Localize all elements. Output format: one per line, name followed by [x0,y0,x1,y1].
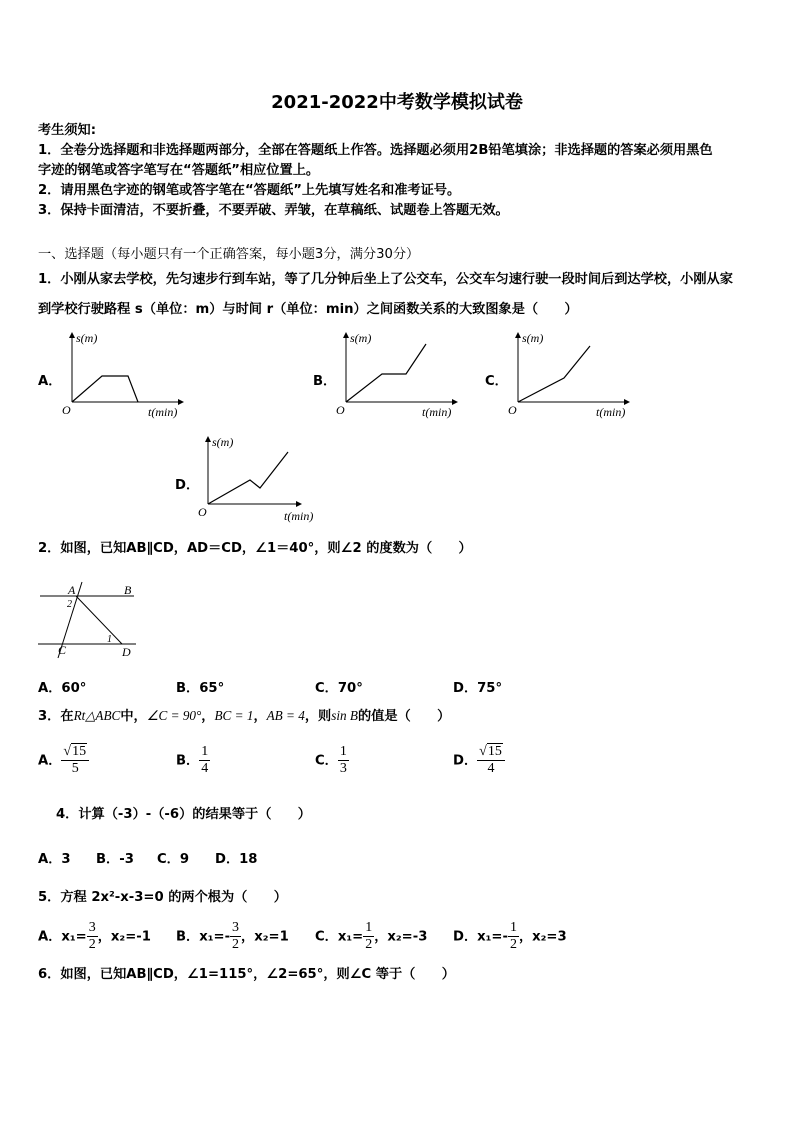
q5-option-a [38,920,151,953]
q5-option-b-post: ，x₂=1 [241,929,289,945]
q4-option-c: C．9 [157,852,190,867]
sqrt-icon: √ [63,744,72,759]
q5-stem: 5．方程 2x²-x-3=0 的两个根为（ ） [38,890,287,905]
q1-graph-d [196,434,326,526]
notice-item-3: 3．保持卡面清洁，不要折叠，不要弄破、弄皱，在草稿纸、试题卷上答题无效。 [38,203,509,218]
q1-b-axis-y: s(m) [350,331,372,345]
q3-option-a-den: 5 [61,760,89,777]
q1-c-origin: O [508,403,517,417]
q3-option-c [315,744,349,777]
q2-option-b: B．65° [176,681,225,696]
q5-option-a-den: 2 [88,937,96,952]
q5-option-c-num: 1 [365,920,373,935]
q5-option-a-pre: A．x₁= [38,929,87,945]
q1-d-axis-x: t(min) [284,509,314,523]
notice-item-2: 2．请用黑色字迹的钢笔或答字笔在“答题纸”上先填写姓名和准考证号。 [38,183,461,198]
q5-option-c-den: 2 [365,937,373,952]
q2-label-c: C [58,643,67,657]
q3-stem-bc: BC = 1 [214,708,254,723]
q4-option-b: B．-3 [96,852,134,867]
q5-option-b-pre: B．x₁=- [176,929,231,945]
notice-item-1: 1．全卷分选择题和非选择题两部分，全部在答题纸上作答。选择题必须用2B铅笔填涂；非选择题的答案必须用黑色 [38,143,713,158]
q5-option-d-post: ，x₂=3 [518,929,567,945]
q3-option-b-label: B． [176,753,200,769]
q5-option-d-pre: D．x₁=- [453,929,508,945]
q5-option-a-post: ，x₂=-1 [97,929,151,945]
q3-option-b-num: 1 [201,744,209,759]
q1-d-axis-y: s(m) [212,435,234,449]
q1-b-axis-x: t(min) [422,405,452,419]
q5-option-d-fraction [508,920,519,953]
q3-stem-ab: AB = 4 [266,708,305,723]
q6-stem: 6．如图，已知AB∥CD，∠1=115°，∠2=65°，则∠C 等于（ ） [38,967,455,982]
q4-option-a: A．3 [38,852,71,867]
q3-stem-sep1: ， [201,709,215,724]
q5-option-c-pre: C．x₁= [315,929,364,945]
q5-option-b-num: 3 [232,920,240,935]
q3-option-d-den: 4 [477,760,505,777]
q1-graph-c [506,330,636,422]
q1-graph-a [60,330,190,422]
q1-a-axis-x: t(min) [148,405,178,419]
q2-label-a: A [68,583,76,597]
q3-option-a-fraction [61,744,89,777]
q3-option-c-fraction [338,744,349,777]
notice-item-1-cont: 字迹的钢笔或答字笔写在“答题纸”相应位置上。 [38,163,320,178]
q4-option-d: D．18 [215,852,258,867]
q1-stem-line1: 1．小刚从家去学校，先匀速步行到车站，等了几分钟后坐上了公交车，公交车匀速行驶一段时间后到达学校，小刚从家 [38,272,733,287]
sqrt-icon: √ [479,744,487,759]
q1-c-axis-y: s(m) [522,331,544,345]
q1-d-origin: O [198,505,207,519]
notice-heading: 考生须知: [38,123,97,138]
q2-label-angle2: 2 [67,599,72,610]
q5-option-d [453,920,567,953]
q3-stem-mid: 中， [120,709,147,724]
q3-option-a [38,744,89,777]
q3-option-d-num: 15 [487,744,502,759]
q1-c-axis-x: t(min) [596,405,626,419]
q5-option-b [176,920,289,953]
page-title: 2021-2022中考数学模拟试卷 [271,92,523,113]
q3-stem-pre: 3．在 [38,709,74,724]
q4-stem: 4．计算（-3）-（-6）的结果等于（ ） [56,807,311,822]
q2-label-angle1: 1 [107,634,112,645]
section-heading: 一、选择题（每小题只有一个正确答案，每小题3分，满分30分） [38,247,420,262]
q2-label-b: B [124,583,132,597]
q1-a-axis-y: s(m) [76,331,98,345]
q3-option-b-fraction [199,744,210,777]
q1-stem-line2: 到学校行驶路程 s（单位：m）与时间 r（单位：min）之间函数关系的大致图象是（ ） [38,302,578,317]
q3-stem-then: ，则 [304,709,332,724]
q5-option-b-fraction [230,920,241,953]
q5-option-b-den: 2 [232,937,240,952]
q1-graph-b [334,330,464,422]
q3-option-d-label: D． [453,753,478,769]
q5-option-d-den: 2 [509,937,517,952]
q3-stem-sep2: ， [253,709,267,724]
q3-stem-triangle: Rt△ABC [73,708,121,723]
q1-option-b-label: B． [313,374,337,389]
q2-figure [36,580,146,660]
q5-option-d-num: 1 [509,920,517,935]
q3-stem [38,706,450,727]
q1-option-d-label: D． [175,478,200,493]
q3-option-a-label: A． [38,753,62,769]
q2-option-d: D．75° [453,681,503,696]
q3-option-d [453,744,505,777]
q3-option-c-label: C． [315,753,338,769]
q2-stem: 2．如图，已知AB∥CD，AD＝CD，∠1＝40°，则∠2 的度数为（ ） [38,541,472,556]
q1-a-origin: O [62,403,71,417]
q3-stem-post: 的值是（ ） [357,709,451,724]
q3-stem-angle-c: ∠C = 90° [146,708,202,723]
q5-option-c-fraction [363,920,374,953]
q3-option-b-den: 4 [201,761,209,776]
q2-option-a: A．60° [38,681,87,696]
q5-option-a-fraction [87,920,98,953]
q3-option-c-num: 1 [339,744,347,759]
q3-option-c-den: 3 [339,761,347,776]
q1-option-a-label: A． [38,374,62,389]
q3-option-a-num: 15 [72,744,87,759]
q3-option-b [176,744,210,777]
q5-option-c-post: ，x₂=-3 [374,929,428,945]
q1-b-origin: O [336,403,345,417]
q5-option-c [315,920,427,953]
q5-option-a-num: 3 [88,920,96,935]
q3-option-d-fraction [477,744,505,777]
q3-stem-sin: sin B [331,708,358,723]
q1-option-c-label: C． [485,374,508,389]
q2-option-c: C．70° [315,681,363,696]
q2-label-d: D [122,645,131,659]
